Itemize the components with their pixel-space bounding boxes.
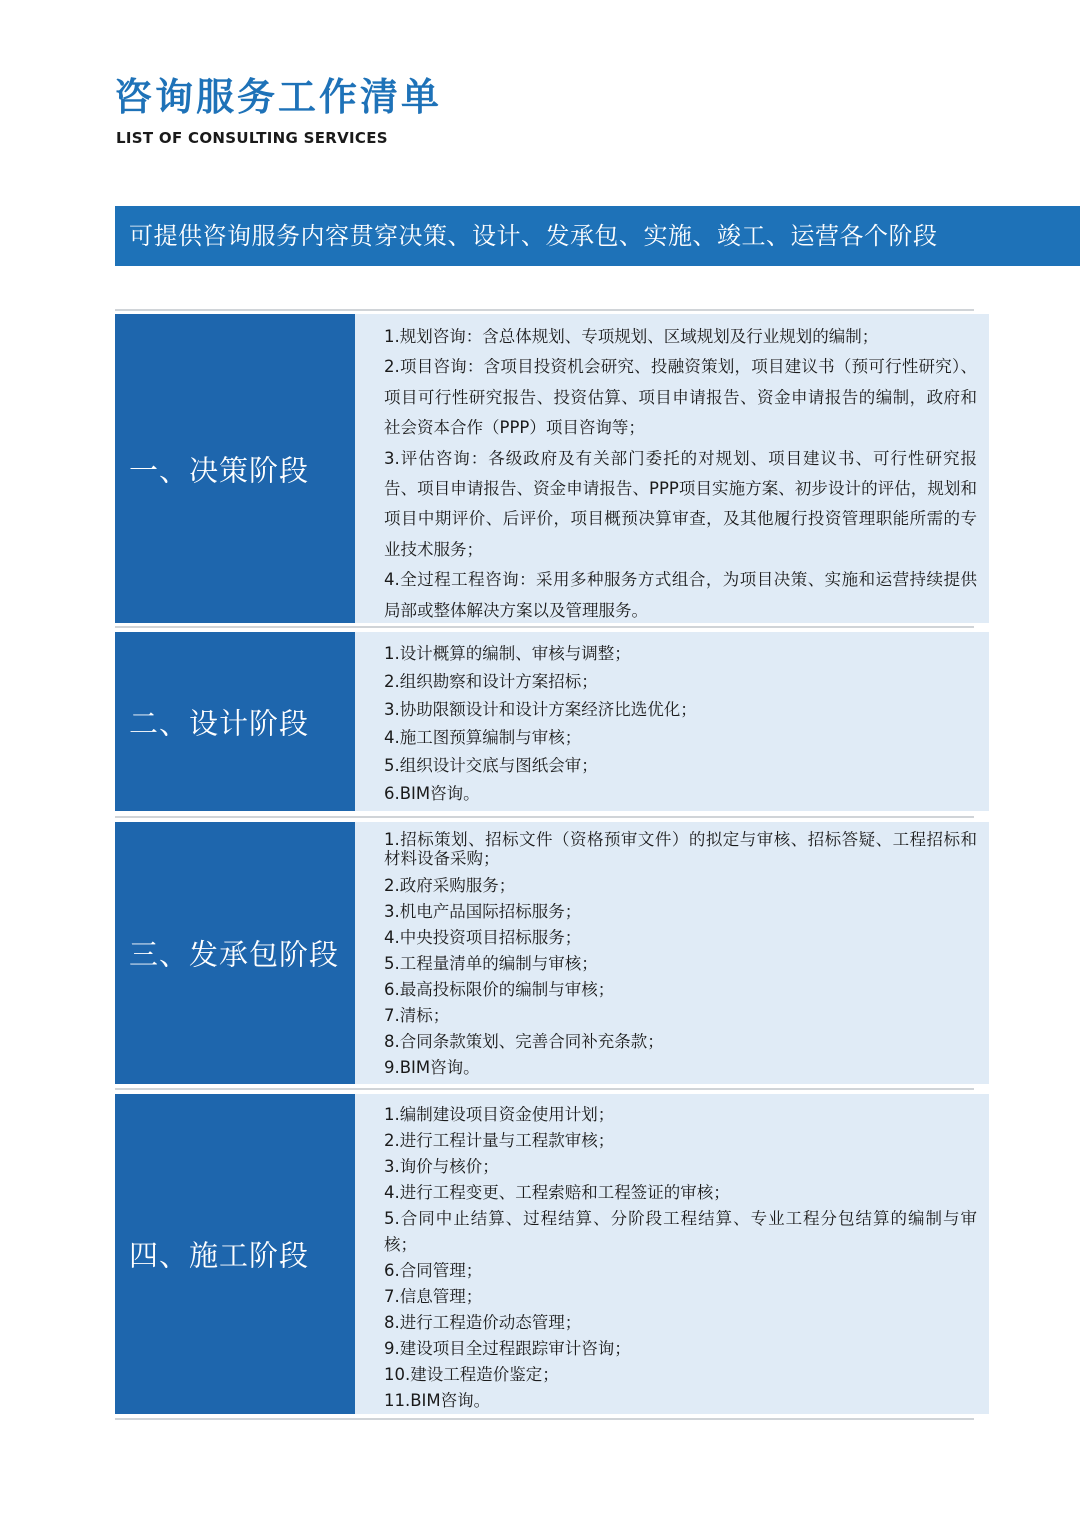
stage-content: [355, 822, 989, 1084]
list-item: 6.BIM咨询。: [384, 784, 480, 803]
list-item: 6.合同管理；: [384, 1261, 483, 1280]
stage-label: 三、发承包阶段: [129, 937, 340, 972]
divider: [115, 626, 974, 628]
list-item: 1.规划咨询：含总体规划、专项规划、区域规划及行业规划的编制；: [384, 327, 879, 346]
divider: [115, 816, 974, 818]
stage-label-box: [115, 314, 355, 623]
list-item: 3.机电产品国际招标服务；: [384, 902, 582, 921]
list-item: 5.合同中止结算、过程结算、分阶段工程结算、专业工程分包结算的编制与审核；: [384, 1209, 977, 1254]
list-item: 8.合同条款策划、完善合同补充条款；: [384, 1032, 664, 1051]
list-item: 8.进行工程造价动态管理；: [384, 1313, 582, 1332]
stage-construction: [115, 1094, 989, 1414]
page-title: 咨询服务工作清单: [114, 75, 443, 119]
stage-label-box: [115, 632, 355, 811]
list-item: 1.招标策划、招标文件（资格预审文件）的拟定与审核、招标答疑、工程招标和材料设备采购；: [384, 830, 977, 868]
list-item: 3.协助限额设计和设计方案经济比选优化；: [384, 700, 697, 719]
stage-procurement: [115, 822, 989, 1084]
intro-banner-text: 可提供咨询服务内容贯穿决策、设计、发承包、实施、竣工、运营各个阶段: [129, 222, 938, 250]
stage-label: 一、决策阶段: [129, 453, 310, 487]
list-item: 1.编制建设项目资金使用计划；: [384, 1105, 615, 1124]
list-item: 4.进行工程变更、工程索赔和工程签证的审核；: [384, 1183, 730, 1202]
divider: [115, 1418, 974, 1420]
list-item: 11.BIM咨询。: [384, 1391, 491, 1410]
stage-content: [355, 632, 989, 811]
list-item: 5.组织设计交底与图纸会审；: [384, 756, 598, 775]
intro-banner: [115, 206, 1080, 266]
divider: [115, 309, 974, 311]
stage-label: 四、施工阶段: [129, 1238, 310, 1273]
page-subtitle: LIST OF CONSULTING SERVICES: [116, 129, 388, 147]
list-item: 3.评估咨询：各级政府及有关部门委托的对规划、项目建议书、可行性研究报告、项目申请报告、资金申请报告、PPP项目实施方案、初步设计的评估，规划和项目中期评价、后评价，项目概预决算审查，及其他履行投资管理职能所需的专业技术服务；: [384, 448, 977, 559]
list-item: 9.建设项目全过程跟踪审计咨询；: [384, 1339, 631, 1358]
stage-label-box: [115, 822, 355, 1084]
list-item: 4.中央投资项目招标服务；: [384, 928, 582, 947]
stage-label: 二、设计阶段: [129, 706, 310, 740]
stage-design: [115, 632, 989, 811]
list-item: 5.工程量清单的编制与审核；: [384, 954, 598, 973]
list-item: 6.最高投标限价的编制与审核；: [384, 980, 615, 999]
stage-content: [355, 1094, 989, 1414]
list-item: 2.组织勘察和设计方案招标；: [384, 672, 598, 691]
list-item: 2.政府采购服务；: [384, 876, 516, 895]
stage-content: [355, 314, 989, 623]
list-item: 2.进行工程计量与工程款审核；: [384, 1131, 615, 1150]
list-item: 3.询价与核价；: [384, 1157, 499, 1176]
stage-label-box: [115, 1094, 355, 1414]
list-item: 7.清标；: [384, 1006, 450, 1025]
stage-decision: [115, 314, 989, 623]
list-item: 2.项目咨询：含项目投资机会研究、投融资策划，项目建议书（预可行性研究）、项目可行性研究报告、投资估算、项目申请报告、资金申请报告的编制，政府和社会资本合作（PPP）项目咨询等；: [384, 357, 977, 438]
list-item: 7.信息管理；: [384, 1287, 483, 1306]
list-item: 9.BIM咨询。: [384, 1058, 480, 1077]
list-item: 1.设计概算的编制、审核与调整；: [384, 644, 631, 663]
list-item: 10.建设工程造价鉴定；: [384, 1365, 559, 1384]
divider: [115, 1088, 974, 1090]
list-item: 4.施工图预算编制与审核；: [384, 728, 582, 747]
list-item: 4.全过程工程咨询：采用多种服务方式组合，为项目决策、实施和运营持续提供局部或整体解决方案以及管理服务。: [384, 570, 977, 620]
